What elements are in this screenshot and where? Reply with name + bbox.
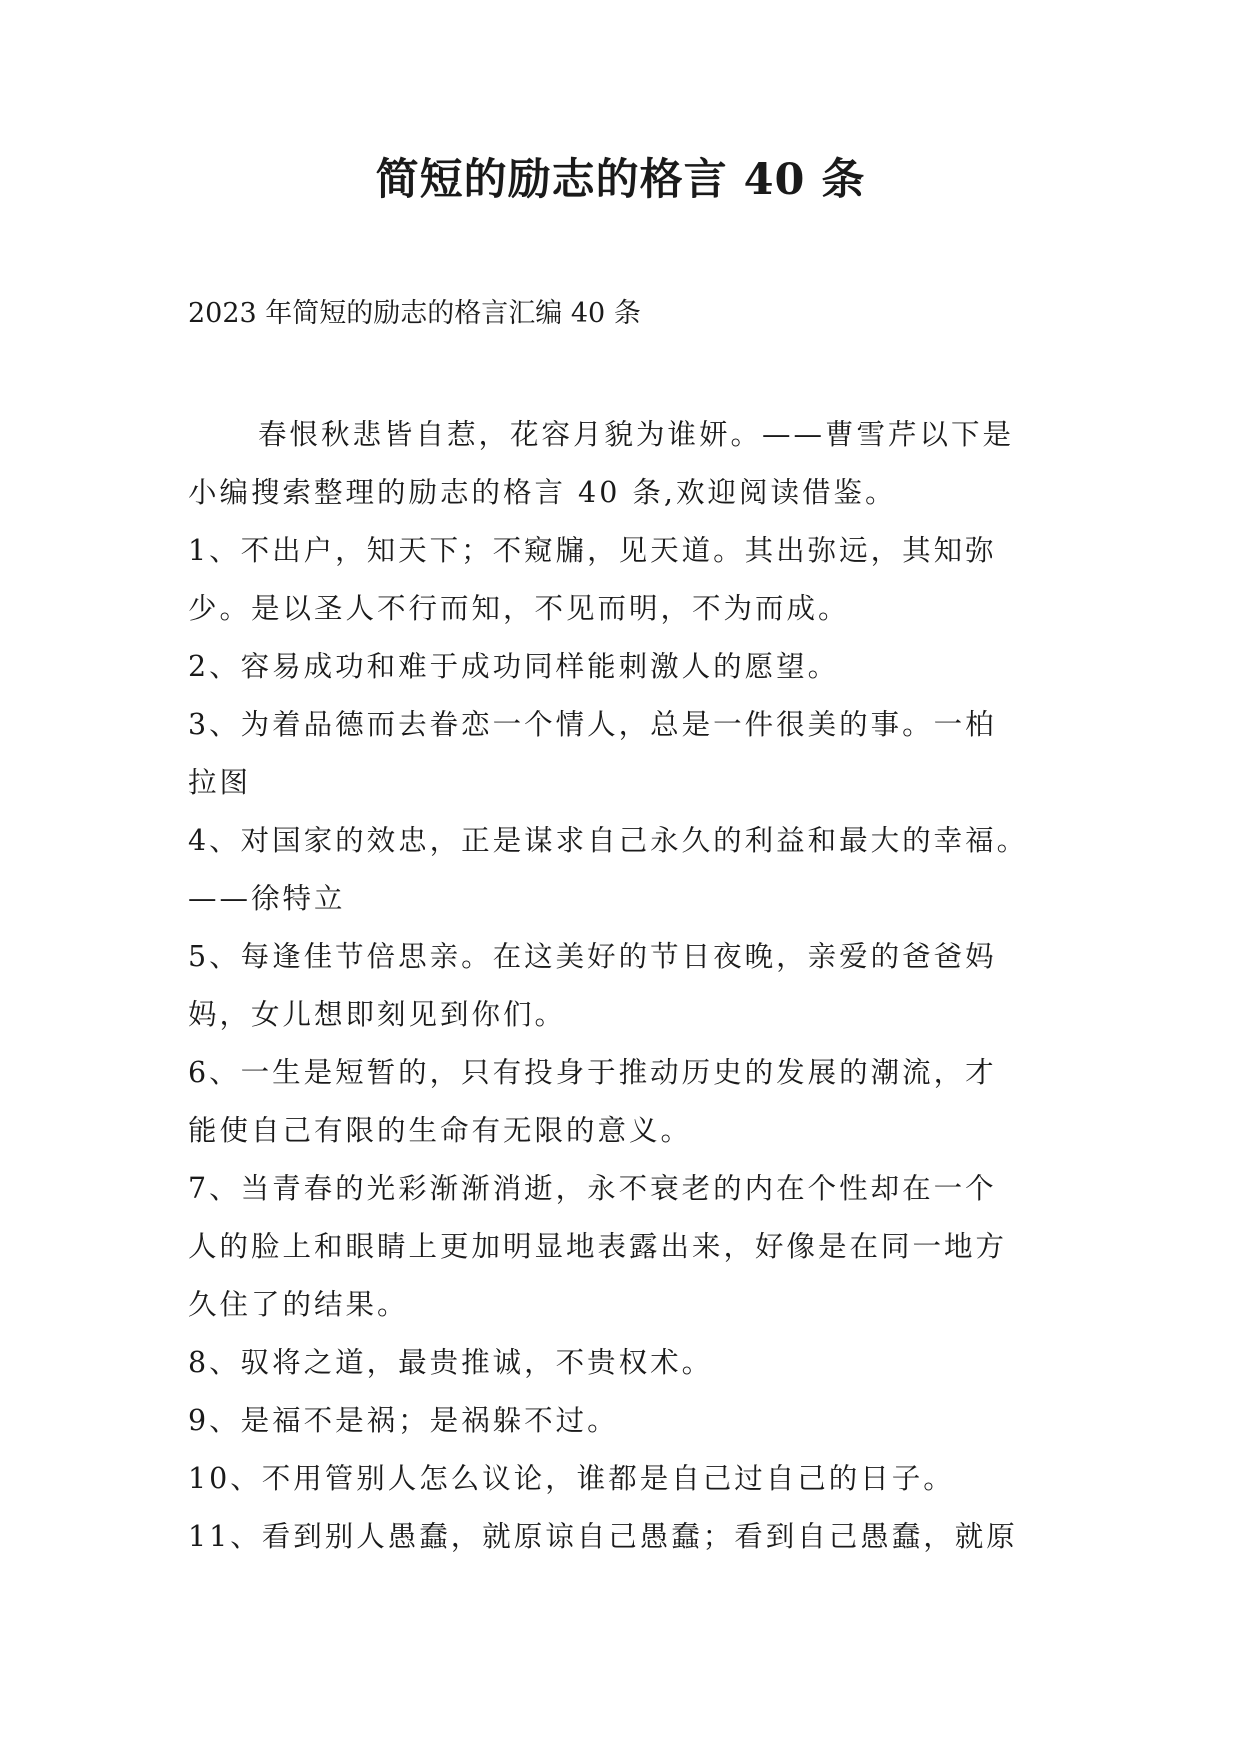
paragraph-line: 8、驭将之道，最贵推诚，不贵权术。 xyxy=(188,1346,714,1379)
paragraph-line: 10、不用管别人怎么议论，谁都是自己过自己的日子。 xyxy=(188,1462,955,1495)
paragraph-line: 9、是福不是祸；是祸躲不过。 xyxy=(188,1404,619,1437)
paragraph-line: 久住了的结果。 xyxy=(188,1288,409,1321)
paragraph-line: 4、对国家的效忠，正是谋求自己永久的利益和最大的幸福。 xyxy=(188,824,1029,857)
paragraph-line: 人的脸上和眼睛上更加明显地表露出来，好像是在同一地方 xyxy=(188,1230,1008,1263)
paragraph-line: 能使自己有限的生命有无限的意义。 xyxy=(188,1114,693,1147)
paragraph-line: 少。是以圣人不行而知，不见而明，不为而成。 xyxy=(188,592,850,625)
paragraph-line: 5、每逢佳节倍思亲。在这美好的节日夜晚，亲爱的爸爸妈 xyxy=(188,940,997,973)
paragraph-line: ——徐特立 xyxy=(188,882,346,915)
document-subtitle: 2023 年简短的励志的格言汇编 40 条 xyxy=(188,298,641,329)
paragraph-line: 3、为着品德而去眷恋一个情人，总是一件很美的事。一柏 xyxy=(188,708,997,741)
paragraph-line: 7、当青春的光彩渐渐消逝，永不衰老的内在个性却在一个 xyxy=(188,1172,997,1205)
paragraph-line: 6、一生是短暂的，只有投身于推动历史的发展的潮流，才 xyxy=(188,1056,997,1089)
paragraph-line: 小编搜索整理的励志的格言 40 条,欢迎阅读借鉴。 xyxy=(188,476,897,509)
paragraph-line: 妈，女儿想即刻见到你们。 xyxy=(188,998,567,1031)
paragraph-line: 1、不出户，知天下；不窥牖，见天道。其出弥远，其知弥 xyxy=(188,534,997,567)
document-title: 简短的励志的格言 40 条 xyxy=(375,155,866,205)
paragraph-line: 拉图 xyxy=(188,766,252,799)
paragraph-line: 春恨秋悲皆自惹，花容月貌为谁妍。——曹雪芹以下是 xyxy=(258,418,1015,451)
document-body xyxy=(188,406,1058,1566)
paragraph-line: 2、容易成功和难于成功同样能刺激人的愿望。 xyxy=(188,650,840,683)
paragraph-line: 11、看到别人愚蠢，就原谅自己愚蠢；看到自己愚蠢，就原 xyxy=(188,1520,1018,1553)
